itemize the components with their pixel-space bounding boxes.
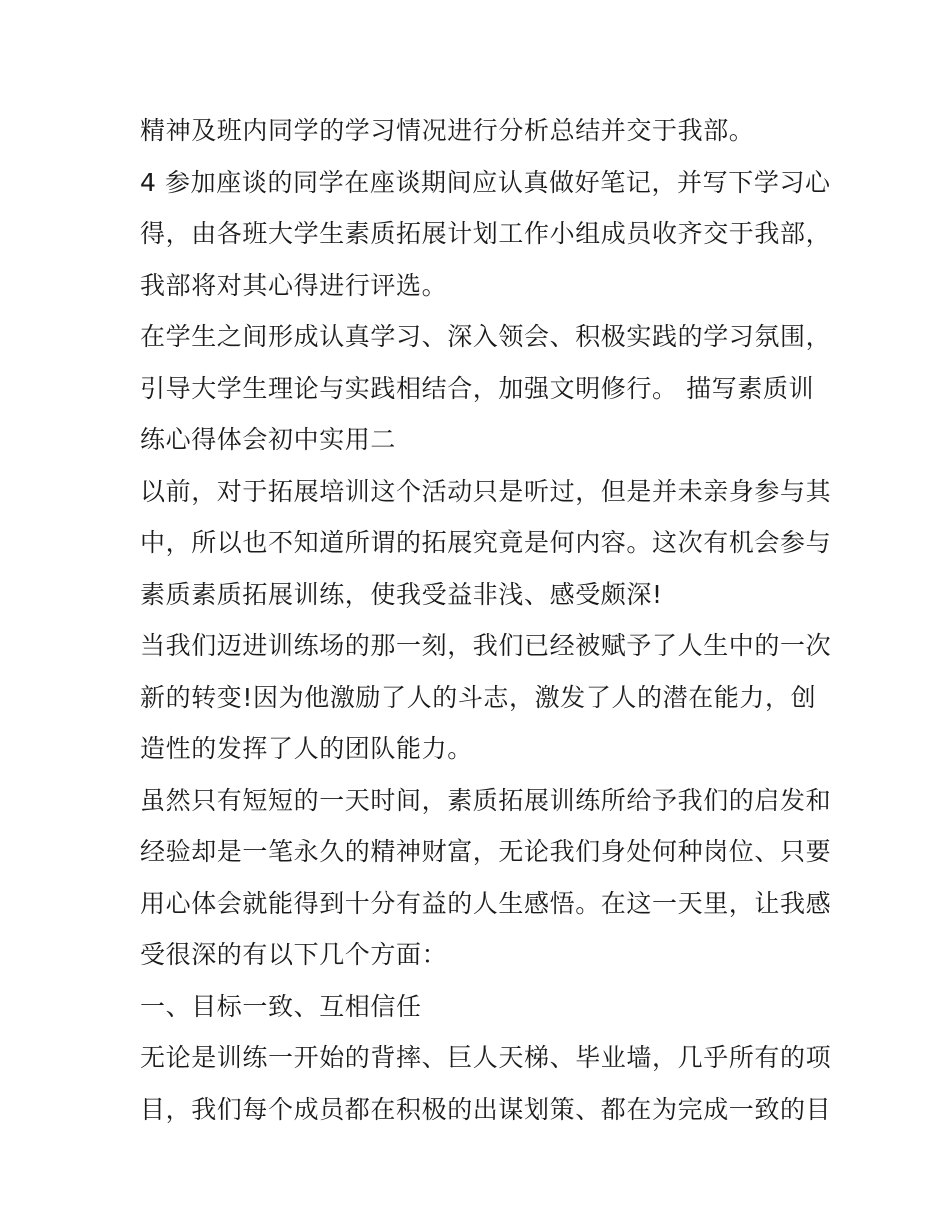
text-line: 引导大学生理论与实践相结合，加强文明修行。 描写素质训 xyxy=(140,373,815,403)
text-line: 经验却是一笔永久的精神财富，无论我们身处何种岗位、只要 xyxy=(140,837,832,866)
text-line: 目，我们每个成员都在积极的出谋划策、都在为完成一致的目 xyxy=(140,1094,832,1124)
text-line: 中，所以也不知道所谓的拓展究竟是何内容。这次有机会参与 xyxy=(140,528,832,557)
text-line: 新的转变!因为他激励了人的斗志，激发了人的潜在能力，创 xyxy=(140,682,817,712)
text-line: 虽然只有短短的一天时间，素质拓展训练所给予我们的启发和 xyxy=(140,785,832,815)
text-line: 用心体会就能得到十分有益的人生感悟。在这一天里，让我感 xyxy=(140,888,832,918)
text-line: 受很深的有以下几个方面： xyxy=(140,940,448,969)
text-line: 精神及班内同学的学习情况进行分析总结并交于我部。 xyxy=(140,116,755,145)
text-line: 素质素质拓展训练，使我受益非浅、感受颇深! xyxy=(140,579,663,609)
text-line: 我部将对其心得进行评选。 xyxy=(140,270,448,300)
text-line: 以前，对于拓展培训这个活动只是听过，但是并未亲身参与其 xyxy=(140,476,832,506)
section-heading: 一、目标一致、互相信任 xyxy=(140,991,422,1021)
text-line: 练心得体会初中实用二 xyxy=(140,425,397,454)
document-body xyxy=(140,105,830,1135)
text-line: 在学生之间形成认真学习、深入领会、积极实践的学习氛围， xyxy=(140,322,832,351)
text-line: 当我们迈进训练场的那一刻，我们已经被赋予了人生中的一次 xyxy=(140,631,832,660)
text-line: 得，由各班大学生素质拓展计划工作小组成员收齐交于我部， xyxy=(140,219,832,248)
text-line: 4 参加座谈的同学在座谈期间应认真做好笔记，并写下学习心 xyxy=(140,167,831,197)
text-line: 无论是训练一开始的背摔、巨人天梯、毕业墙，几乎所有的项 xyxy=(140,1043,832,1072)
text-line: 造性的发挥了人的团队能力。 xyxy=(140,734,473,763)
